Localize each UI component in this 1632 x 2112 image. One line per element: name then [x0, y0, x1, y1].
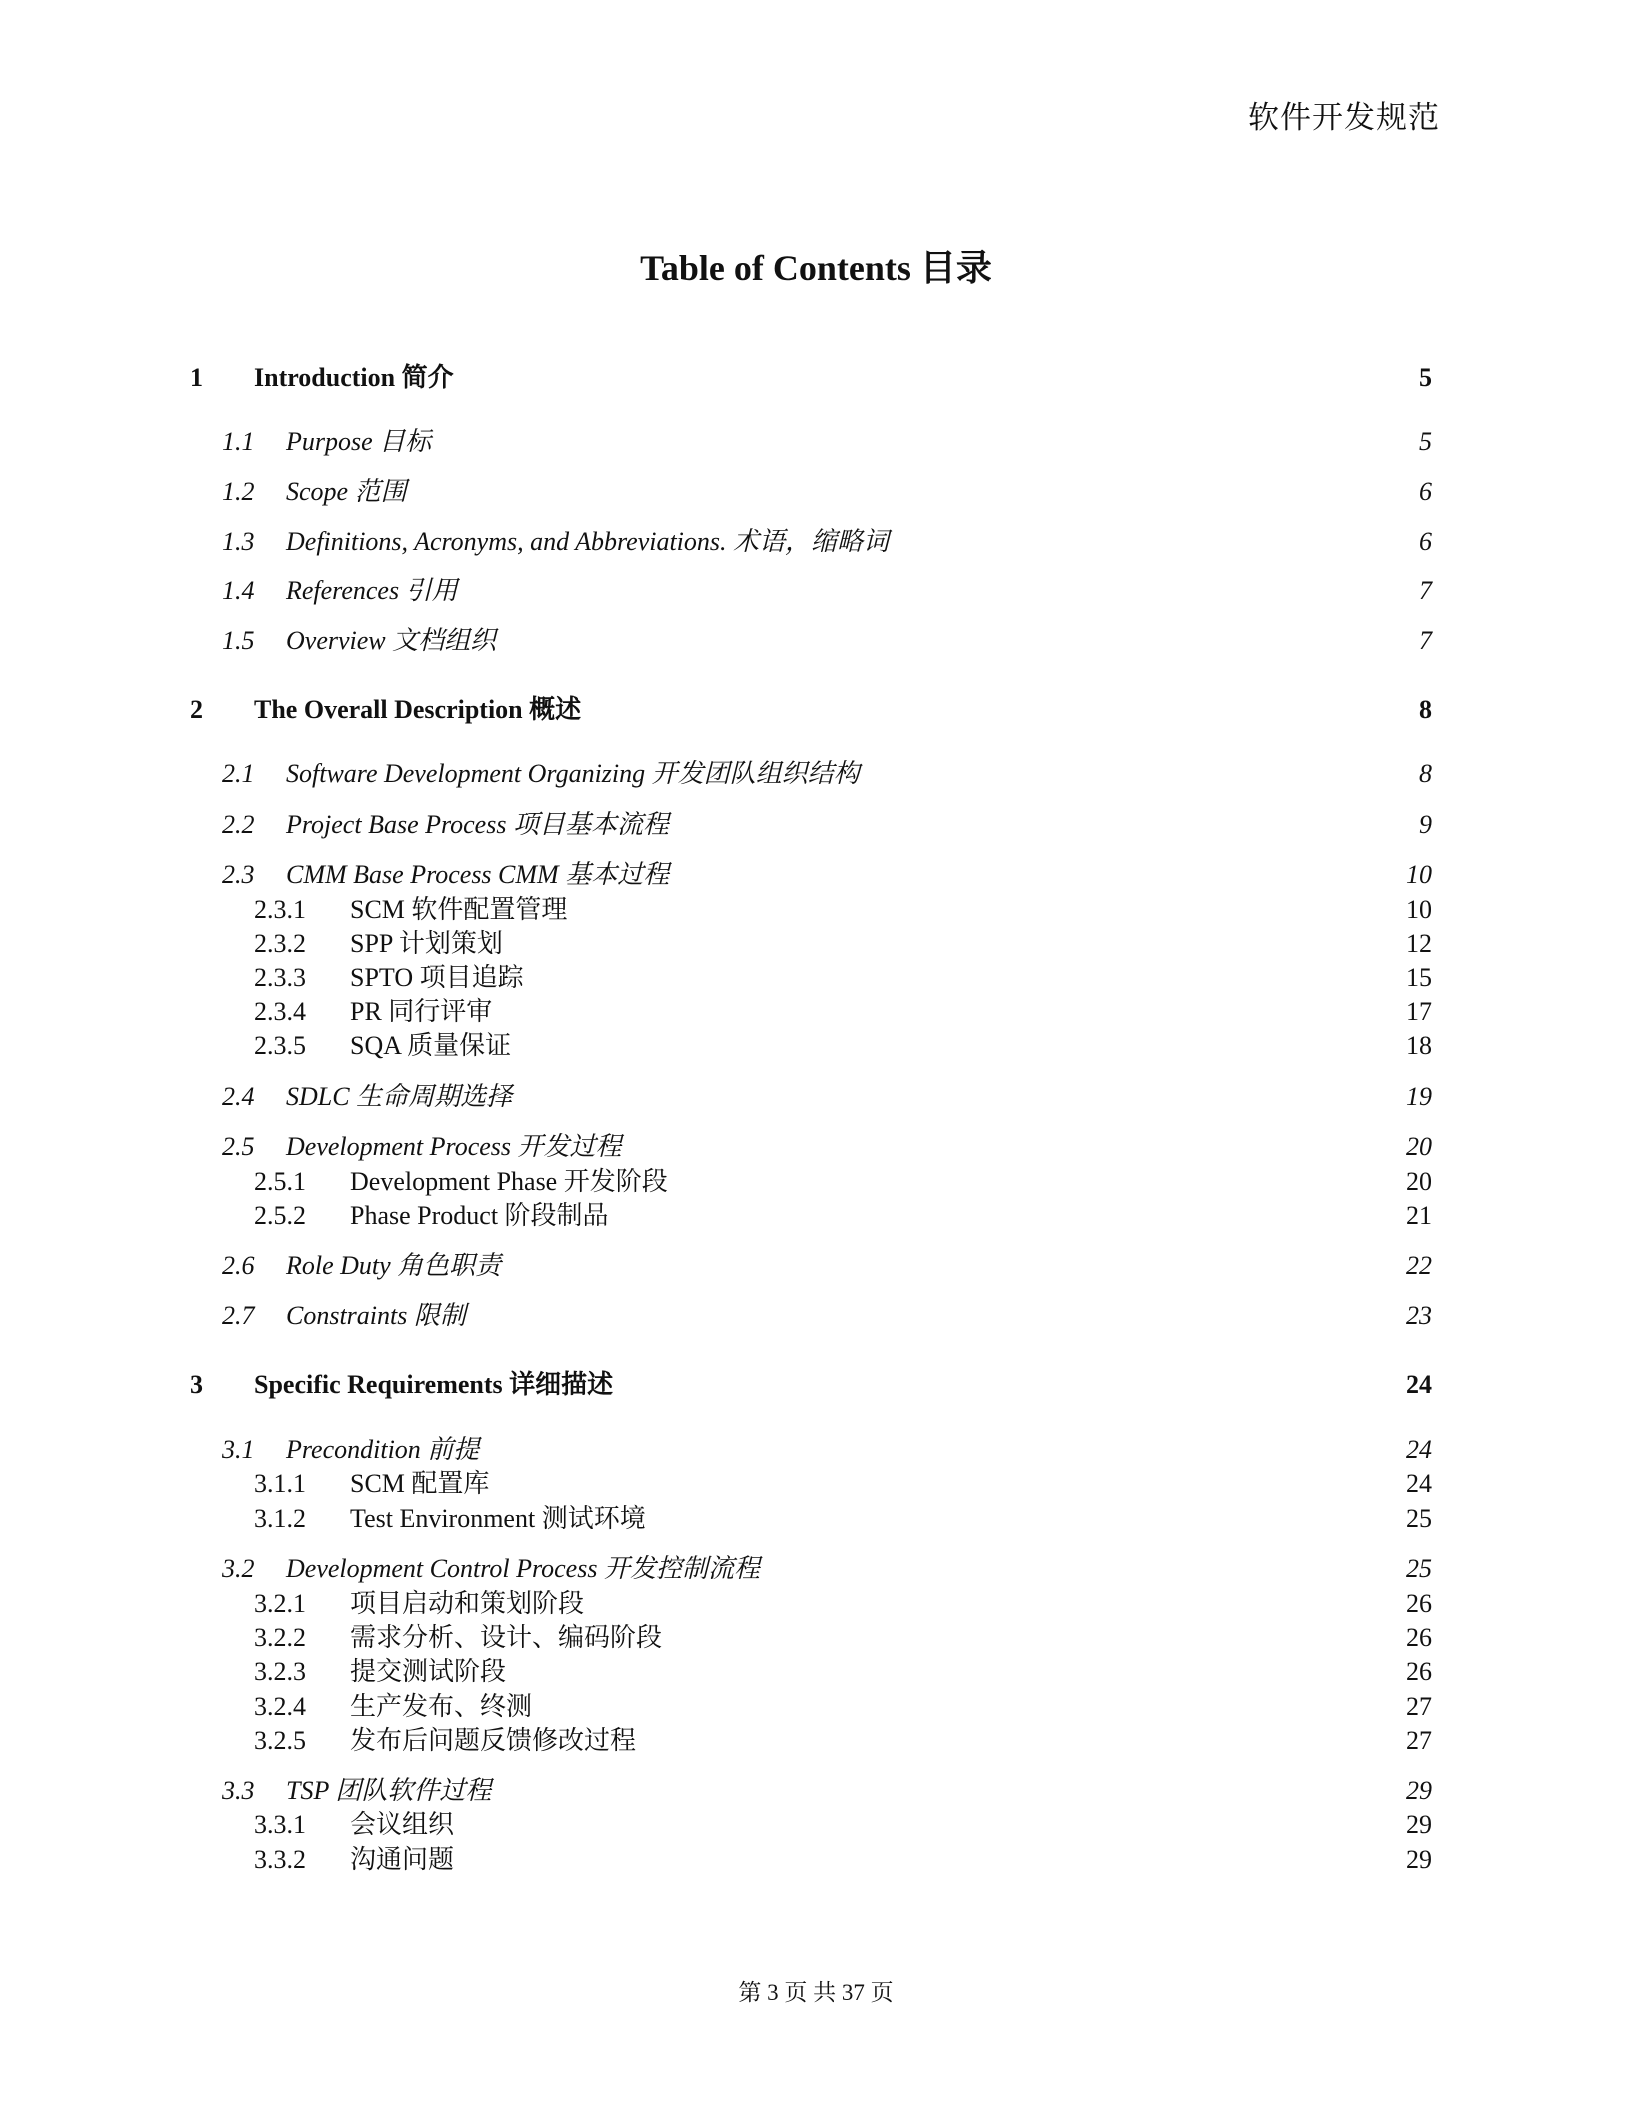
toc-entry-number: 1.2 [222, 477, 255, 506]
toc-entry-title: Software Development Organizing 开发团队组织结构 [286, 759, 860, 788]
toc-entry-1[interactable] [0, 361, 1632, 395]
toc-entry-page-number: 21 [1406, 1201, 1432, 1230]
toc-entry-page-number: 20 [1406, 1132, 1432, 1161]
toc-entry-3-2-5[interactable] [0, 1724, 1632, 1758]
toc-entry-title: Definitions, Acronyms, and Abbreviations. 术语，缩略词 [286, 527, 890, 556]
toc-entry-page-number: 24 [1406, 1469, 1432, 1498]
toc-entry-title: The Overall Description 概述 [254, 695, 582, 724]
toc-entry-3-2-3[interactable] [0, 1655, 1632, 1689]
toc-entry-number: 3.1.2 [254, 1504, 306, 1533]
toc-entry-number: 3.1.1 [254, 1469, 306, 1498]
toc-entry-page-number: 19 [1406, 1082, 1432, 1111]
toc-entry-2-2[interactable] [0, 808, 1632, 842]
toc-entry-number: 3.2.2 [254, 1623, 306, 1652]
toc-entry-title: 需求分析、设计、编码阶段 [350, 1623, 663, 1652]
toc-entry-number: 2.1 [222, 759, 255, 788]
toc-entry-title: 发布后问题反馈修改过程 [350, 1726, 637, 1755]
toc-entry-number: 3 [190, 1370, 203, 1399]
toc-entry-title: TSP 团队软件过程 [286, 1776, 492, 1805]
toc-entry-3-1[interactable] [0, 1433, 1632, 1467]
toc-entry-number: 1.4 [222, 576, 255, 605]
toc-entry-title: SPTO 项目追踪 [350, 963, 524, 992]
toc-entry-3[interactable] [0, 1368, 1632, 1402]
toc-entry-2-6[interactable] [0, 1249, 1632, 1283]
toc-entry-number: 1 [190, 363, 203, 392]
toc-entry-page-number: 22 [1406, 1251, 1432, 1280]
toc-entry-number: 2.3.1 [254, 895, 306, 924]
toc-entry-page-number: 26 [1406, 1623, 1432, 1652]
toc-entry-number: 2.4 [222, 1082, 255, 1111]
toc-entry-title: CMM Base Process CMM 基本过程 [286, 860, 670, 889]
toc-entry-number: 2.5.2 [254, 1201, 306, 1230]
toc-entry-page-number: 25 [1406, 1554, 1432, 1583]
toc-entry-2-3[interactable] [0, 858, 1632, 892]
toc-entry-3-2[interactable] [0, 1552, 1632, 1586]
toc-entry-page-number: 20 [1406, 1167, 1432, 1196]
toc-entry-number: 1.3 [222, 527, 255, 556]
toc-entry-page-number: 26 [1406, 1657, 1432, 1686]
toc-entry-3-3-2[interactable] [0, 1843, 1632, 1877]
toc-entry-page-number: 29 [1406, 1810, 1432, 1839]
toc-entry-page-number: 23 [1406, 1301, 1432, 1330]
toc-entry-title: Specific Requirements 详细描述 [254, 1370, 614, 1399]
toc-entry-number: 2.3.3 [254, 963, 306, 992]
toc-entry-number: 3.2 [222, 1554, 255, 1583]
toc-entry-1-3[interactable] [0, 525, 1632, 559]
toc-entry-page-number: 9 [1419, 810, 1432, 839]
toc-entry-2-5-2[interactable] [0, 1199, 1632, 1233]
toc-entry-page-number: 5 [1419, 427, 1432, 456]
toc-entry-number: 1.1 [222, 427, 255, 456]
toc-entry-1-5[interactable] [0, 624, 1632, 658]
toc-entry-title: Development Process 开发过程 [286, 1132, 622, 1161]
toc-entry-number: 2.7 [222, 1301, 255, 1330]
toc-entry-title: Development Phase 开发阶段 [350, 1167, 668, 1196]
toc-entry-title: Precondition 前提 [286, 1435, 480, 1464]
toc-entry-3-1-1[interactable] [0, 1467, 1632, 1501]
toc-entry-2-5[interactable] [0, 1130, 1632, 1164]
toc-entry-title: 会议组织 [350, 1810, 455, 1839]
toc-entry-title: Test Environment 测试环境 [350, 1504, 646, 1533]
toc-entry-number: 2.3.4 [254, 997, 306, 1026]
toc-entry-3-2-1[interactable] [0, 1587, 1632, 1621]
toc-entry-number: 3.2.3 [254, 1657, 306, 1686]
toc-entry-number: 1.5 [222, 626, 255, 655]
toc-entry-number: 2.3.5 [254, 1031, 306, 1060]
toc-entry-page-number: 7 [1419, 576, 1432, 605]
toc-entry-number: 3.3.1 [254, 1810, 306, 1839]
toc-entry-page-number: 8 [1419, 695, 1432, 724]
toc-entry-2-3-3[interactable] [0, 961, 1632, 995]
toc-entry-number: 3.2.5 [254, 1726, 306, 1755]
toc-entry-number: 3.2.1 [254, 1589, 306, 1618]
toc-entry-1-4[interactable] [0, 574, 1632, 608]
toc-entry-number: 2.5 [222, 1132, 255, 1161]
toc-entry-title: Introduction 简介 [254, 363, 454, 392]
toc-entry-2-3-5[interactable] [0, 1029, 1632, 1063]
toc-entry-page-number: 12 [1406, 929, 1432, 958]
toc-entry-3-2-2[interactable] [0, 1621, 1632, 1655]
toc-entry-page-number: 29 [1406, 1845, 1432, 1874]
toc-entry-title: 生产发布、终测 [350, 1692, 533, 1721]
toc-entry-page-number: 27 [1406, 1726, 1432, 1755]
toc-entry-page-number: 5 [1419, 363, 1432, 392]
toc-entry-title: Purpose 目标 [286, 427, 432, 456]
toc-entry-2-3-1[interactable] [0, 893, 1632, 927]
toc-entry-title: SQA 质量保证 [350, 1031, 512, 1060]
toc-heading: Table of Contents 目录 [640, 248, 992, 288]
toc-entry-title: 项目启动和策划阶段 [350, 1589, 585, 1618]
running-header-title: 软件开发规范 [1248, 100, 1440, 135]
toc-entry-page-number: 18 [1406, 1031, 1432, 1060]
toc-entry-2-3-2[interactable] [0, 927, 1632, 961]
toc-entry-3-2-4[interactable] [0, 1690, 1632, 1724]
page-footer: 第 3 页 共 37 页 [738, 1980, 894, 2005]
toc-entry-title: SDLC 生命周期选择 [286, 1082, 513, 1111]
toc-entry-3-1-2[interactable] [0, 1502, 1632, 1536]
toc-entry-page-number: 10 [1406, 895, 1432, 924]
toc-entry-title: SCM 配置库 [350, 1469, 490, 1498]
toc-entry-page-number: 6 [1419, 527, 1432, 556]
toc-entry-2-7[interactable] [0, 1299, 1632, 1333]
toc-entry-number: 3.1 [222, 1435, 255, 1464]
toc-entry-title: References 引用 [286, 576, 458, 605]
toc-entry-number: 2.3 [222, 860, 255, 889]
toc-entry-title: Project Base Process 项目基本流程 [286, 810, 669, 839]
toc-entry-2-3-4[interactable] [0, 995, 1632, 1029]
toc-entry-title: 沟通问题 [350, 1845, 455, 1874]
toc-entry-title: Overview 文档组织 [286, 626, 497, 655]
toc-entry-page-number: 24 [1406, 1370, 1432, 1399]
toc-entry-title: 提交测试阶段 [350, 1657, 507, 1686]
toc-entry-number: 2.2 [222, 810, 255, 839]
toc-entry-page-number: 29 [1406, 1776, 1432, 1805]
toc-entry-2-1[interactable] [0, 757, 1632, 791]
toc-entry-page-number: 6 [1419, 477, 1432, 506]
toc-entry-number: 2.6 [222, 1251, 255, 1280]
toc-entry-2-5-1[interactable] [0, 1165, 1632, 1199]
toc-entry-2[interactable] [0, 693, 1632, 727]
toc-entry-1-1[interactable] [0, 425, 1632, 459]
toc-entry-2-4[interactable] [0, 1080, 1632, 1114]
toc-entry-page-number: 24 [1406, 1435, 1432, 1464]
toc-entry-page-number: 17 [1406, 997, 1432, 1026]
toc-entry-number: 3.3.2 [254, 1845, 306, 1874]
toc-entry-number: 2.3.2 [254, 929, 306, 958]
toc-entry-3-3[interactable] [0, 1774, 1632, 1808]
toc-entry-title: SCM 软件配置管理 [350, 895, 568, 924]
toc-entry-page-number: 8 [1419, 759, 1432, 788]
toc-entry-1-2[interactable] [0, 475, 1632, 509]
toc-entry-number: 2 [190, 695, 203, 724]
toc-entry-page-number: 15 [1406, 963, 1432, 992]
toc-entry-title: Phase Product 阶段制品 [350, 1201, 609, 1230]
toc-entry-page-number: 25 [1406, 1504, 1432, 1533]
toc-entry-title: Scope 范围 [286, 477, 407, 506]
toc-entry-title: PR 同行评审 [350, 997, 493, 1026]
toc-entry-title: SPP 计划策划 [350, 929, 503, 958]
toc-entry-title: Constraints 限制 [286, 1301, 466, 1330]
toc-entry-number: 2.5.1 [254, 1167, 306, 1196]
toc-entry-title: Development Control Process 开发控制流程 [286, 1554, 760, 1583]
toc-entry-3-3-1[interactable] [0, 1808, 1632, 1842]
toc-entry-page-number: 10 [1406, 860, 1432, 889]
toc-entry-page-number: 27 [1406, 1692, 1432, 1721]
toc-entry-page-number: 7 [1419, 626, 1432, 655]
toc-entry-number: 3.2.4 [254, 1692, 306, 1721]
toc-entry-number: 3.3 [222, 1776, 255, 1805]
toc-entry-title: Role Duty 角色职责 [286, 1251, 502, 1280]
toc-entry-page-number: 26 [1406, 1589, 1432, 1618]
